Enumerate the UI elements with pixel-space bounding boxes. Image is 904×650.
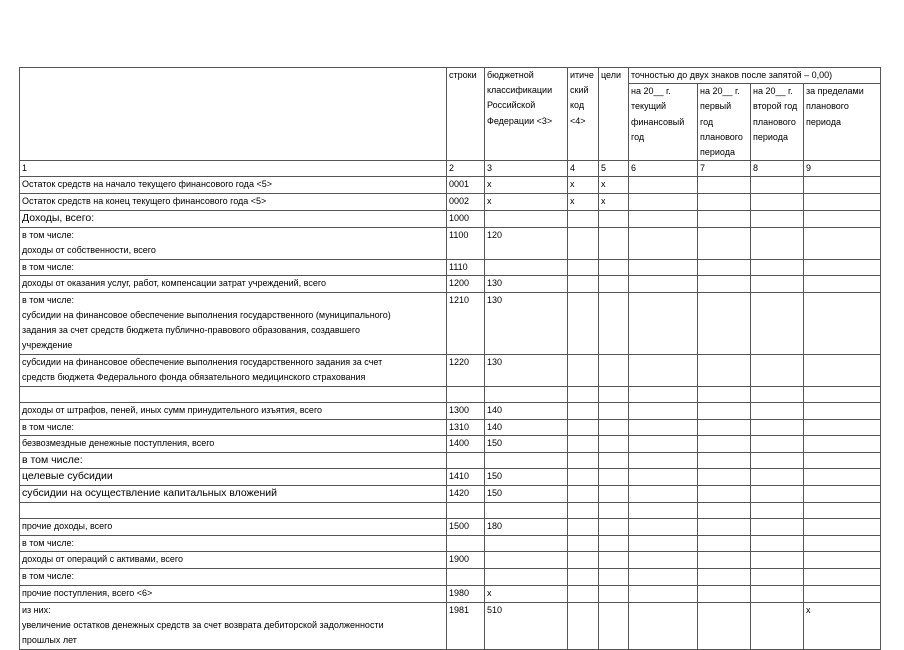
column-number: 7 <box>698 161 751 177</box>
row-code: 1900 <box>447 552 485 569</box>
header-budget: бюджетной классификации Российской Федерации <3> <box>485 68 568 161</box>
row-goal <box>599 469 629 486</box>
row-label <box>20 469 447 486</box>
table-row <box>20 227 881 259</box>
row-amount-second <box>751 519 804 536</box>
row-code: 1200 <box>447 275 485 292</box>
row-analytic <box>568 519 599 536</box>
header-second-plan-year: на 20__ г. второй год планового периода <box>751 84 804 161</box>
row-label-line: в том числе: <box>22 229 74 240</box>
row-amount-second <box>751 194 804 210</box>
header-line: строки <box>447 68 485 161</box>
row-amount-first <box>698 292 751 354</box>
row-label <box>20 259 447 275</box>
table-row <box>20 453 881 469</box>
row-analytic <box>568 569 599 585</box>
row-code: 1110 <box>447 259 485 275</box>
row-amount-current <box>629 569 698 585</box>
row-amount-current <box>629 486 698 503</box>
row-amount-current <box>629 602 698 649</box>
row-kbk: 140 <box>485 402 568 419</box>
row-kbk: 150 <box>485 436 568 453</box>
row-goal <box>599 354 629 386</box>
row-amount-second <box>751 503 804 519</box>
row-amount-beyond <box>804 419 881 435</box>
row-goal <box>599 419 629 435</box>
row-amount-current <box>629 503 698 519</box>
row-amount-beyond <box>804 436 881 453</box>
row-analytic <box>568 436 599 453</box>
row-amount-current <box>629 552 698 569</box>
row-analytic <box>568 275 599 292</box>
table-row <box>20 177 881 194</box>
row-goal <box>599 453 629 469</box>
row-goal <box>599 275 629 292</box>
row-kbk: 150 <box>485 469 568 486</box>
row-amount-current <box>629 275 698 292</box>
row-amount-second <box>751 386 804 402</box>
row-label <box>20 585 447 602</box>
row-code: 0002 <box>447 194 485 210</box>
table-row <box>20 210 881 227</box>
row-label <box>20 486 447 503</box>
row-label-line: Доходы, всего: <box>22 211 95 224</box>
row-label-line: доходы от штрафов, пеней, иных сумм принудительного изъятия, всего <box>22 404 323 415</box>
row-label-line: доходы от оказания услуг, работ, компенсации затрат учреждений, всего <box>22 277 326 288</box>
row-amount-current <box>629 585 698 602</box>
row-goal <box>599 602 629 649</box>
row-amount-beyond <box>804 177 881 194</box>
row-analytic <box>568 453 599 469</box>
row-analytic <box>568 536 599 552</box>
row-label-line: Остаток средств на конец текущего финансового года <5> <box>22 196 267 207</box>
row-amount-first <box>698 259 751 275</box>
row-kbk <box>485 536 568 552</box>
row-goal <box>599 569 629 585</box>
row-label-line: прочие поступления, всего <6> <box>22 587 153 598</box>
row-amount-current <box>629 519 698 536</box>
row-kbk: х <box>485 585 568 602</box>
row-amount-first <box>698 519 751 536</box>
row-analytic <box>568 503 599 519</box>
row-label-line: в том числе: <box>22 454 83 467</box>
row-amount-beyond <box>804 486 881 503</box>
row-label <box>20 453 447 469</box>
row-goal <box>599 436 629 453</box>
row-kbk: 130 <box>485 275 568 292</box>
row-label <box>20 602 447 649</box>
row-goal <box>599 486 629 503</box>
row-amount-beyond <box>804 227 881 259</box>
row-amount-second <box>751 453 804 469</box>
row-analytic <box>568 210 599 227</box>
row-amount-beyond <box>804 453 881 469</box>
row-code: 1300 <box>447 402 485 419</box>
row-analytic <box>568 469 599 486</box>
row-amount-second <box>751 585 804 602</box>
row-amount-first <box>698 552 751 569</box>
row-label-line: в том числе: <box>22 421 74 432</box>
row-amount-current <box>629 177 698 194</box>
row-amount-current <box>629 436 698 453</box>
table-row <box>20 386 881 402</box>
row-analytic <box>568 354 599 386</box>
row-amount-second <box>751 486 804 503</box>
row-goal <box>599 519 629 536</box>
header-goal: цели <box>599 68 629 161</box>
row-amount-second <box>751 227 804 259</box>
row-amount-first <box>698 486 751 503</box>
row-label <box>20 402 447 419</box>
row-amount-current <box>629 210 698 227</box>
row-kbk: 120 <box>485 227 568 259</box>
row-amount-beyond <box>804 386 881 402</box>
row-goal <box>599 292 629 354</box>
row-label-line: целевые субсидии <box>22 470 113 483</box>
header-analytic: итиче ский код <4> <box>568 68 599 161</box>
row-kbk <box>485 503 568 519</box>
row-amount-first <box>698 419 751 435</box>
row-analytic: х <box>568 177 599 194</box>
row-kbk: х <box>485 194 568 210</box>
row-kbk <box>485 552 568 569</box>
column-number: 5 <box>599 161 629 177</box>
row-amount-first <box>698 227 751 259</box>
row-kbk <box>485 259 568 275</box>
row-code: 1980 <box>447 585 485 602</box>
row-goal <box>599 227 629 259</box>
row-amount-first <box>698 210 751 227</box>
row-amount-first <box>698 386 751 402</box>
row-label-line: в том числе: <box>22 571 74 582</box>
row-amount-current <box>629 386 698 402</box>
row-amount-current <box>629 259 698 275</box>
row-analytic <box>568 552 599 569</box>
row-code <box>447 569 485 585</box>
header-amounts-title: точностью до двух знаков после запятой – 0,00) <box>629 68 881 84</box>
row-analytic <box>568 259 599 275</box>
column-number: 6 <box>629 161 698 177</box>
row-kbk: 130 <box>485 292 568 354</box>
row-label <box>20 569 447 585</box>
row-amount-second <box>751 569 804 585</box>
row-amount-beyond <box>804 292 881 354</box>
row-analytic <box>568 386 599 402</box>
row-label-line: в том числе: <box>22 294 74 305</box>
row-goal <box>599 210 629 227</box>
table-row <box>20 292 881 354</box>
row-goal <box>599 386 629 402</box>
row-kbk: х <box>485 177 568 194</box>
row-amount-first <box>698 585 751 602</box>
row-code: 1220 <box>447 354 485 386</box>
row-code: 1981 <box>447 602 485 649</box>
row-analytic <box>568 419 599 435</box>
row-amount-first <box>698 354 751 386</box>
row-amount-second <box>751 292 804 354</box>
row-analytic <box>568 585 599 602</box>
row-amount-first <box>698 194 751 210</box>
row-amount-current <box>629 292 698 354</box>
row-label-line: средств бюджета Федерального фонда обязательного медицинского страхования <box>22 372 366 383</box>
row-label-line: в том числе: <box>22 538 74 549</box>
table-row <box>20 259 881 275</box>
header-row-title <box>20 68 881 84</box>
row-label <box>20 436 447 453</box>
row-amount-current <box>629 469 698 486</box>
row-label-line: учреждение <box>22 340 73 351</box>
row-amount-beyond <box>804 536 881 552</box>
row-kbk: 510 <box>485 602 568 649</box>
column-number: 8 <box>751 161 804 177</box>
row-label <box>20 386 447 402</box>
row-code: 1420 <box>447 486 485 503</box>
row-amount-beyond <box>804 210 881 227</box>
row-kbk <box>485 386 568 402</box>
row-amount-beyond <box>804 503 881 519</box>
row-label <box>20 536 447 552</box>
row-label-line: задания за счет средств бюджета публично-правового образования, создавшего <box>22 325 360 336</box>
row-amount-beyond <box>804 519 881 536</box>
row-label <box>20 503 447 519</box>
row-amount-second <box>751 210 804 227</box>
row-amount-first <box>698 536 751 552</box>
row-goal <box>599 259 629 275</box>
row-label-line: Остаток средств на начало текущего финансового года <5> <box>22 179 272 190</box>
row-label-line: увеличение остатков денежных средств за счет возврата дебиторской задолженности <box>22 619 384 630</box>
row-amount-second <box>751 419 804 435</box>
table-row <box>20 585 881 602</box>
row-code <box>447 386 485 402</box>
row-goal <box>599 503 629 519</box>
row-label-line: в том числе: <box>22 261 74 272</box>
row-amount-first <box>698 469 751 486</box>
table-row <box>20 503 881 519</box>
row-label-line: из них: <box>22 604 51 615</box>
row-amount-first <box>698 569 751 585</box>
row-kbk: 140 <box>485 419 568 435</box>
row-amount-current <box>629 453 698 469</box>
row-analytic <box>568 402 599 419</box>
row-amount-beyond <box>804 402 881 419</box>
row-kbk: 180 <box>485 519 568 536</box>
table-row <box>20 194 881 210</box>
row-goal: х <box>599 177 629 194</box>
row-goal <box>599 536 629 552</box>
column-number: 2 <box>447 161 485 177</box>
row-code <box>447 536 485 552</box>
row-analytic: х <box>568 194 599 210</box>
row-label <box>20 292 447 354</box>
row-amount-second <box>751 402 804 419</box>
row-amount-current <box>629 419 698 435</box>
row-amount-first <box>698 275 751 292</box>
row-code <box>447 503 485 519</box>
row-label-line: доходы от собственности, всего <box>22 244 156 255</box>
row-kbk <box>485 569 568 585</box>
row-amount-current <box>629 227 698 259</box>
row-amount-first <box>698 503 751 519</box>
row-code: 1410 <box>447 469 485 486</box>
row-kbk <box>485 453 568 469</box>
row-amount-beyond <box>804 275 881 292</box>
header-beyond-plan: за пределами планового периода <box>804 84 881 161</box>
row-amount-first <box>698 436 751 453</box>
table-row <box>20 552 881 569</box>
table-row <box>20 536 881 552</box>
row-code: 1400 <box>447 436 485 453</box>
row-code: 1500 <box>447 519 485 536</box>
row-code: 1310 <box>447 419 485 435</box>
row-label-line: доходы от операций с активами, всего <box>22 554 183 565</box>
table-row <box>20 419 881 435</box>
row-analytic <box>568 602 599 649</box>
row-amount-second <box>751 275 804 292</box>
row-amount-current <box>629 536 698 552</box>
row-amount-second <box>751 469 804 486</box>
row-label-line: прошлых лет <box>22 635 77 646</box>
row-label <box>20 275 447 292</box>
row-label <box>20 552 447 569</box>
row-goal <box>599 402 629 419</box>
row-amount-current <box>629 402 698 419</box>
row-label <box>20 227 447 259</box>
row-amount-first <box>698 402 751 419</box>
row-label <box>20 419 447 435</box>
column-number: 4 <box>568 161 599 177</box>
table-row <box>20 354 881 386</box>
row-amount-current <box>629 194 698 210</box>
row-label <box>20 210 447 227</box>
table-row <box>20 402 881 419</box>
row-label <box>20 194 447 210</box>
row-kbk: 150 <box>485 486 568 503</box>
row-amount-second <box>751 177 804 194</box>
row-amount-first <box>698 177 751 194</box>
table-row <box>20 486 881 503</box>
row-goal <box>599 585 629 602</box>
row-amount-beyond <box>804 569 881 585</box>
table-row <box>20 275 881 292</box>
row-code: 1100 <box>447 227 485 259</box>
row-amount-second <box>751 259 804 275</box>
row-analytic <box>568 227 599 259</box>
row-kbk <box>485 210 568 227</box>
table-row <box>20 602 881 649</box>
row-amount-beyond <box>804 552 881 569</box>
row-amount-beyond: х <box>804 602 881 649</box>
plan-table <box>19 67 881 650</box>
row-label-line: прочие доходы, всего <box>22 521 113 532</box>
row-amount-current <box>629 354 698 386</box>
row-label-line: безвозмездные денежные поступления, всего <box>22 438 215 449</box>
row-amount-first <box>698 453 751 469</box>
row-amount-first <box>698 602 751 649</box>
row-label <box>20 519 447 536</box>
table-row <box>20 436 881 453</box>
header-first-plan-year: на 20__ г. первый год планового периода <box>698 84 751 161</box>
row-analytic <box>568 292 599 354</box>
row-amount-beyond <box>804 354 881 386</box>
header-row-numbers <box>20 161 881 177</box>
row-label <box>20 354 447 386</box>
row-analytic <box>568 486 599 503</box>
row-amount-second <box>751 536 804 552</box>
row-amount-second <box>751 602 804 649</box>
row-kbk: 130 <box>485 354 568 386</box>
row-amount-beyond <box>804 259 881 275</box>
header-current-year: на 20__ г. текущий финансовый год <box>629 84 698 161</box>
table-row <box>20 569 881 585</box>
column-number: 1 <box>20 161 447 177</box>
row-amount-beyond <box>804 585 881 602</box>
row-code: 0001 <box>447 177 485 194</box>
table-row <box>20 469 881 486</box>
table-row <box>20 519 881 536</box>
row-goal <box>599 552 629 569</box>
row-label <box>20 177 447 194</box>
row-label-line: субсидии на осуществление капитальных вложений <box>22 487 277 500</box>
row-label-line: субсидии на финансовое обеспечение выполнения государственного (муниципального) <box>22 310 391 321</box>
row-code: 1000 <box>447 210 485 227</box>
row-amount-second <box>751 436 804 453</box>
row-amount-beyond <box>804 469 881 486</box>
column-number: 9 <box>804 161 881 177</box>
row-amount-beyond <box>804 194 881 210</box>
row-code: 1210 <box>447 292 485 354</box>
row-code <box>447 453 485 469</box>
row-goal: х <box>599 194 629 210</box>
row-amount-second <box>751 552 804 569</box>
row-label-line: субсидии на финансовое обеспечение выполнения государственного задания за счет <box>22 356 383 367</box>
row-amount-second <box>751 354 804 386</box>
column-number: 3 <box>485 161 568 177</box>
